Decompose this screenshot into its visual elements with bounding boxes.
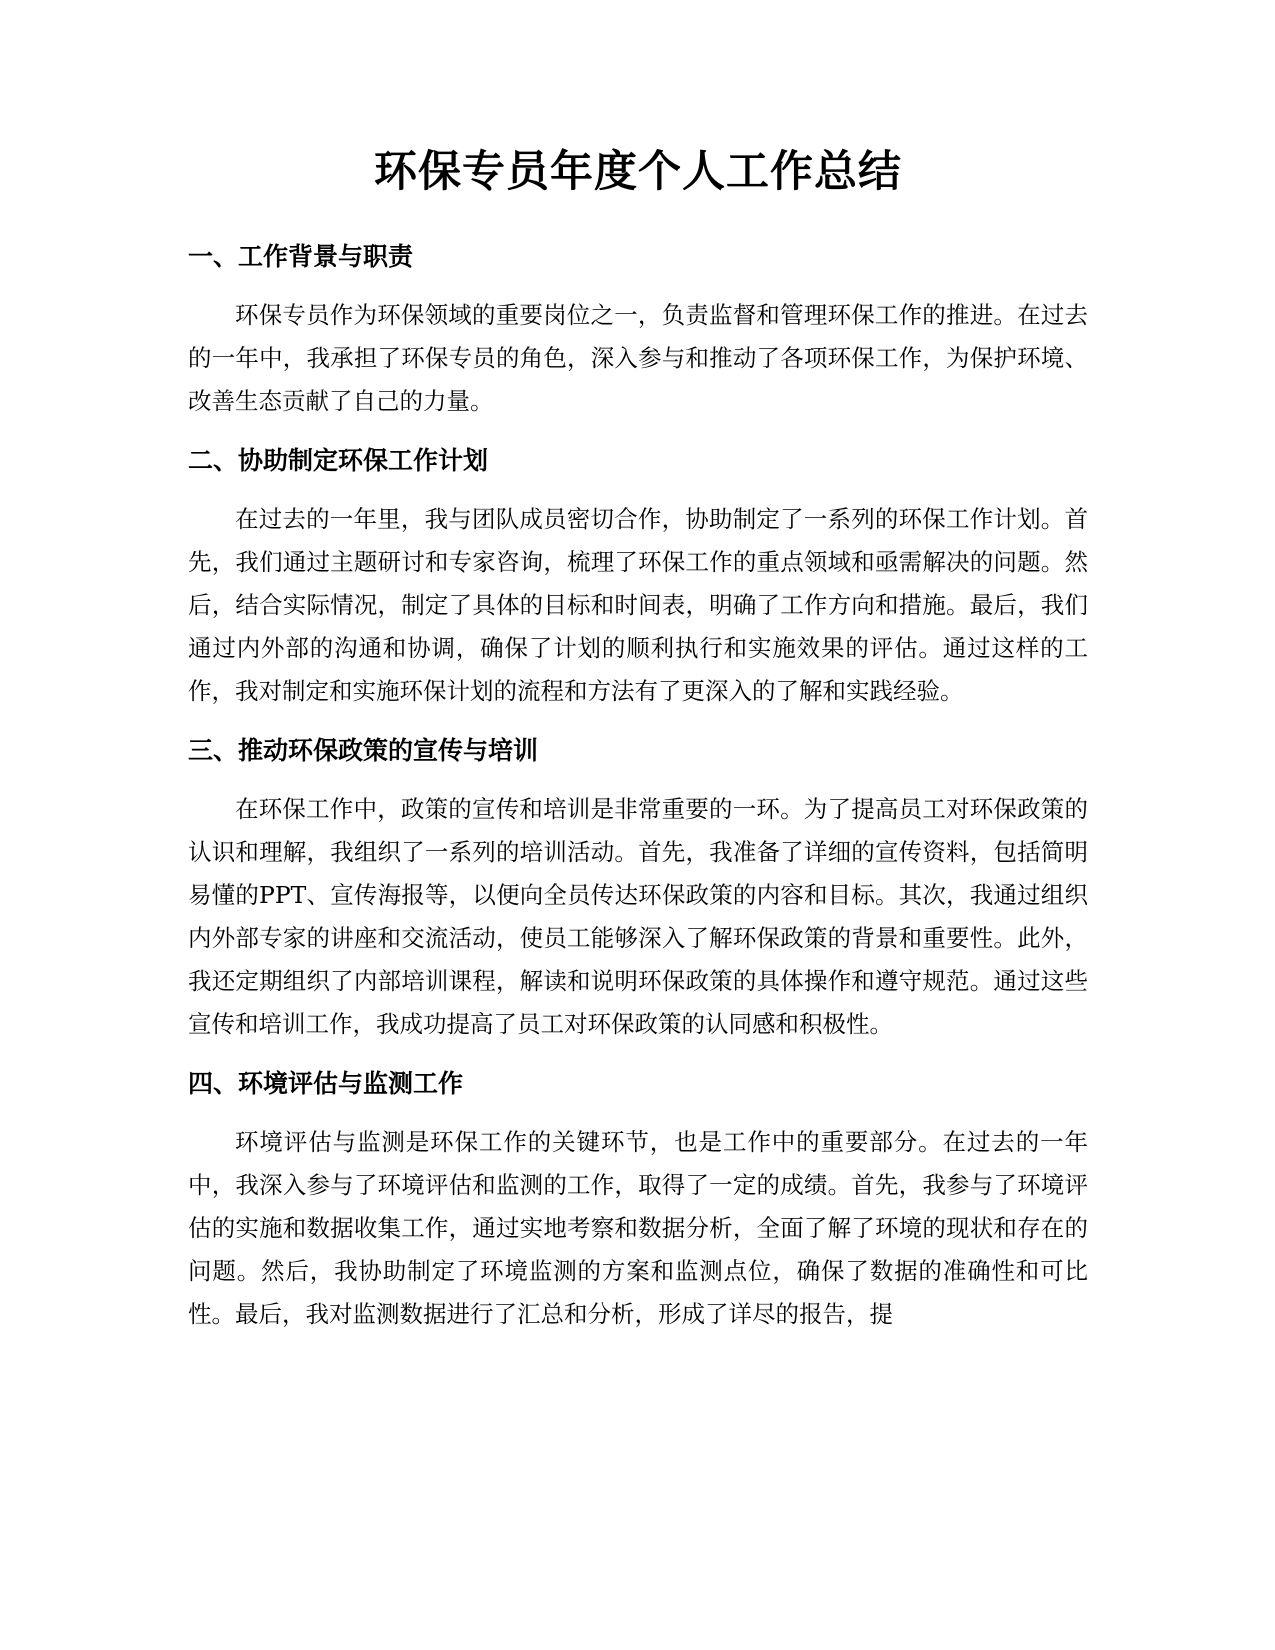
document-body [188, 140, 1088, 1354]
section-3 [188, 731, 1088, 1046]
section-heading: 四、环境评估与监测工作 [188, 1069, 464, 1098]
section-heading: 二、协助制定环保工作计划 [188, 446, 489, 475]
section-paragraph: 在过去的一年里，我与团队成员密切合作，协助制定了一系列的环保工作计划。首先，我们通过主题研讨和专家咨询，梳理了环保工作的重点领域和亟需解决的问题。然后，结合实际情况，制定了具体的目标和时间表，明确了工作方向和措施。最后，我们通过内外部的沟通和协调，确保了计划的顺利执行和实施效果的评估。通过这样的工作，我对制定和实施环保计划的流程和方法有了更深入的了解和实践经验。 [188, 505, 1088, 705]
section-2 [188, 441, 1088, 713]
section-paragraph: 在环保工作中，政策的宣传和培训是非常重要的一环。为了提高员工对环保政策的认识和理解，我组织了一系列的培训活动。首先，我准备了详细的宣传资料，包括简明易懂的PPT、宣传海报等，以便向全员传达环保政策的内容和目标。其次，我通过组织内外部专家的讲座和交流活动，使员工能够深入了解环保政策的背景和重要性。此外，我还定期组织了内部培训课程，解读和说明环保政策的具体操作和遵守规范。通过这些宣传和培训工作，我成功提高了员工对环保政策的认同感和积极性。 [188, 795, 1088, 1038]
document-title: 环保专员年度个人工作总结 [374, 147, 902, 197]
section-4 [188, 1064, 1088, 1336]
section-heading: 一、工作背景与职责 [188, 242, 414, 271]
section-paragraph: 环境评估与监测是环保工作的关键环节，也是工作中的重要部分。在过去的一年中，我深入参与了环境评估和监测的工作，取得了一定的成绩。首先，我参与了环境评估的实施和数据收集工作，通过实地考察和数据分析，全面了解了环境的现状和存在的问题。然后，我协助制定了环境监测的方案和监测点位，确保了数据的准确性和可比性。最后，我对监测数据进行了汇总和分析，形成了详尽的报告，提 [188, 1128, 1088, 1328]
section-heading: 三、推动环保政策的宣传与培训 [188, 736, 539, 765]
section-1 [188, 237, 1088, 423]
section-paragraph: 环保专员作为环保领域的重要岗位之一，负责监督和管理环保工作的推进。在过去的一年中，我承担了环保专员的角色，深入参与和推动了各项环保工作，为保护环境、改善生态贡献了自己的力量。 [188, 301, 1088, 415]
